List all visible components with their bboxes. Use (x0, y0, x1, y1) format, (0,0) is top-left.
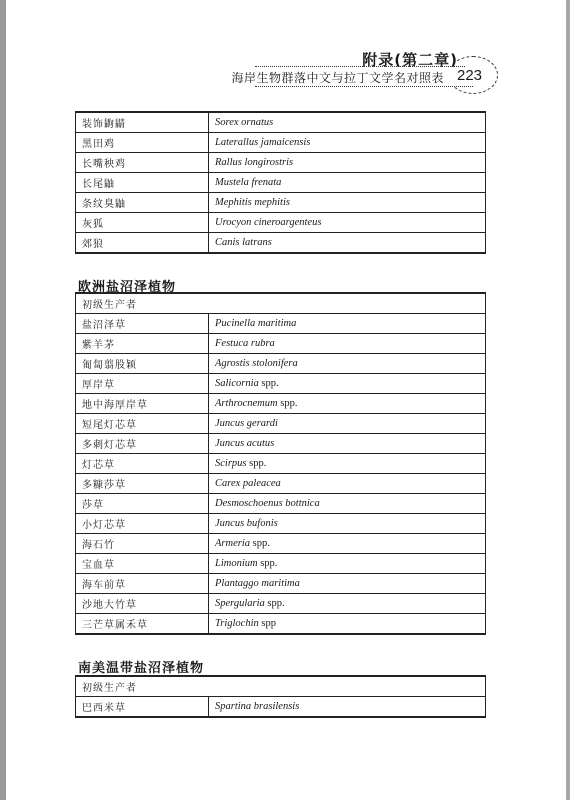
latin-name: Mephitis mephitis (215, 197, 290, 208)
latin-name-cell (209, 133, 486, 153)
table-row (76, 454, 486, 474)
latin-name-cell (209, 594, 486, 614)
chinese-name-cell: 黑田鸡 (76, 133, 209, 153)
chinese-name-cell: 巴西米草 (76, 697, 209, 718)
latin-name-cell (209, 354, 486, 374)
latin-name: Triglochin (215, 618, 259, 629)
table-row (76, 434, 486, 454)
table-row (76, 354, 486, 374)
latin-name: Salicornia (215, 378, 259, 389)
table-row (76, 314, 486, 334)
latin-name-cell (209, 454, 486, 474)
latin-name: Sorex ornatus (215, 117, 274, 128)
chapter-label: 附录(第二章) (362, 51, 458, 69)
latin-name: Mustela frenata (215, 177, 282, 188)
table-row (76, 614, 486, 635)
latin-suffix: spp (258, 618, 276, 629)
header-title: 海岸生物群落中文与拉丁文学名对照表 (231, 71, 444, 85)
species-table-continued (75, 111, 486, 254)
table-header-row (76, 293, 486, 314)
chinese-name-cell: 小灯芯草 (76, 514, 209, 534)
chinese-name-cell: 盐沼泽草 (76, 314, 209, 334)
chinese-name-cell: 多刺灯芯草 (76, 434, 209, 454)
latin-name: Festuca rubra (215, 338, 275, 349)
latin-suffix: spp. (264, 598, 285, 609)
table-row (76, 173, 486, 193)
table-row (76, 534, 486, 554)
latin-suffix: spp. (246, 458, 267, 469)
chinese-name-cell: 多糠莎草 (76, 474, 209, 494)
chinese-name-cell: 装饰鼩鼱 (76, 112, 209, 133)
latin-name-cell (209, 494, 486, 514)
chinese-name-cell: 灰狐 (76, 213, 209, 233)
chinese-name-cell: 紫羊茅 (76, 334, 209, 354)
latin-name: Laterallus jamaicensis (215, 137, 311, 148)
primary-producers-label: 初级生产者 (76, 676, 486, 697)
header-divider-top (255, 66, 465, 67)
latin-name-cell (209, 474, 486, 494)
chinese-name-cell: 短尾灯芯草 (76, 414, 209, 434)
table-row (76, 514, 486, 534)
latin-name: Juncus acutus (215, 438, 275, 449)
latin-name-cell (209, 233, 486, 254)
latin-name: Juncus gerardi (215, 418, 278, 429)
page-edge-left (0, 0, 6, 800)
latin-name: Canis latrans (215, 237, 272, 248)
latin-name: Scirpus (215, 458, 247, 469)
species-table-europe (75, 292, 486, 635)
species-table-south-america (75, 675, 486, 718)
section-title-south-america: 南美温带盐沼泽植物 (78, 661, 205, 676)
table-row (76, 474, 486, 494)
table-row (76, 193, 486, 213)
chinese-name-cell: 海车前草 (76, 574, 209, 594)
chinese-name-cell: 长尾鼬 (76, 173, 209, 193)
table-row (76, 374, 486, 394)
latin-name: Armeria (215, 538, 250, 549)
latin-name: Carex paleacea (215, 478, 281, 489)
latin-name-cell (209, 394, 486, 414)
latin-name-cell (209, 334, 486, 354)
table-row (76, 554, 486, 574)
chinese-name-cell: 长嘴秧鸡 (76, 153, 209, 173)
chinese-name-cell: 郊狼 (76, 233, 209, 254)
chinese-name-cell: 灯芯草 (76, 454, 209, 474)
latin-name: Spartina brasilensis (215, 701, 300, 712)
latin-name: Arthrocnemum (215, 398, 278, 409)
table-row (76, 574, 486, 594)
latin-name-cell (209, 614, 486, 635)
chinese-name-cell: 宝血草 (76, 554, 209, 574)
latin-name-cell (209, 153, 486, 173)
latin-suffix: spp. (250, 538, 270, 549)
chinese-name-cell: 厚岸草 (76, 374, 209, 394)
chinese-name-cell: 匍匐翦股颖 (76, 354, 209, 374)
table-row (76, 334, 486, 354)
latin-name: Spergularia (215, 598, 265, 609)
latin-name-cell (209, 434, 486, 454)
latin-name: Urocyon cineroargenteus (215, 217, 322, 228)
table-row (76, 394, 486, 414)
latin-name-cell (209, 514, 486, 534)
table-row (76, 414, 486, 434)
running-header (0, 0, 570, 100)
page-edge-right (566, 0, 570, 800)
latin-name-cell (209, 574, 486, 594)
latin-name-cell (209, 414, 486, 434)
header-divider-bottom (255, 86, 473, 87)
latin-name: Limonium (215, 558, 258, 569)
latin-name-cell (209, 374, 486, 394)
latin-name-cell (209, 697, 486, 718)
latin-name: Agrostis stolonifera (215, 358, 298, 369)
table-row (76, 153, 486, 173)
latin-name-cell (209, 213, 486, 233)
page-number: 223 (457, 67, 483, 84)
table-row (76, 594, 486, 614)
latin-name: Plantaggo maritima (215, 578, 300, 589)
table-row (76, 494, 486, 514)
latin-name: Pucinella maritima (215, 318, 297, 329)
table-row (76, 233, 486, 254)
latin-name-cell (209, 193, 486, 213)
latin-name-cell (209, 112, 486, 133)
latin-name: Desmoschoenus bottnica (215, 498, 320, 509)
table-row (76, 112, 486, 133)
latin-name-cell (209, 554, 486, 574)
latin-name-cell (209, 314, 486, 334)
table-row (76, 133, 486, 153)
table-header-row (76, 676, 486, 697)
latin-name: Rallus longirostris (215, 157, 294, 168)
latin-name-cell (209, 534, 486, 554)
latin-suffix: spp. (257, 558, 278, 569)
primary-producers-label: 初级生产者 (76, 293, 486, 314)
chinese-name-cell: 条纹臭鼬 (76, 193, 209, 213)
chinese-name-cell: 莎草 (76, 494, 209, 514)
chinese-name-cell: 三芒草属禾草 (76, 614, 209, 635)
latin-name: Juncus bufonis (215, 518, 278, 529)
chinese-name-cell: 地中海厚岸草 (76, 394, 209, 414)
chinese-name-cell: 海石竹 (76, 534, 209, 554)
table-row (76, 213, 486, 233)
latin-name-cell (209, 173, 486, 193)
latin-suffix: spp. (258, 378, 279, 389)
section-title-europe: 欧洲盐沼泽植物 (78, 280, 177, 295)
table-row (76, 697, 486, 718)
latin-suffix: spp. (277, 398, 298, 409)
chinese-name-cell: 沙地大竹草 (76, 594, 209, 614)
